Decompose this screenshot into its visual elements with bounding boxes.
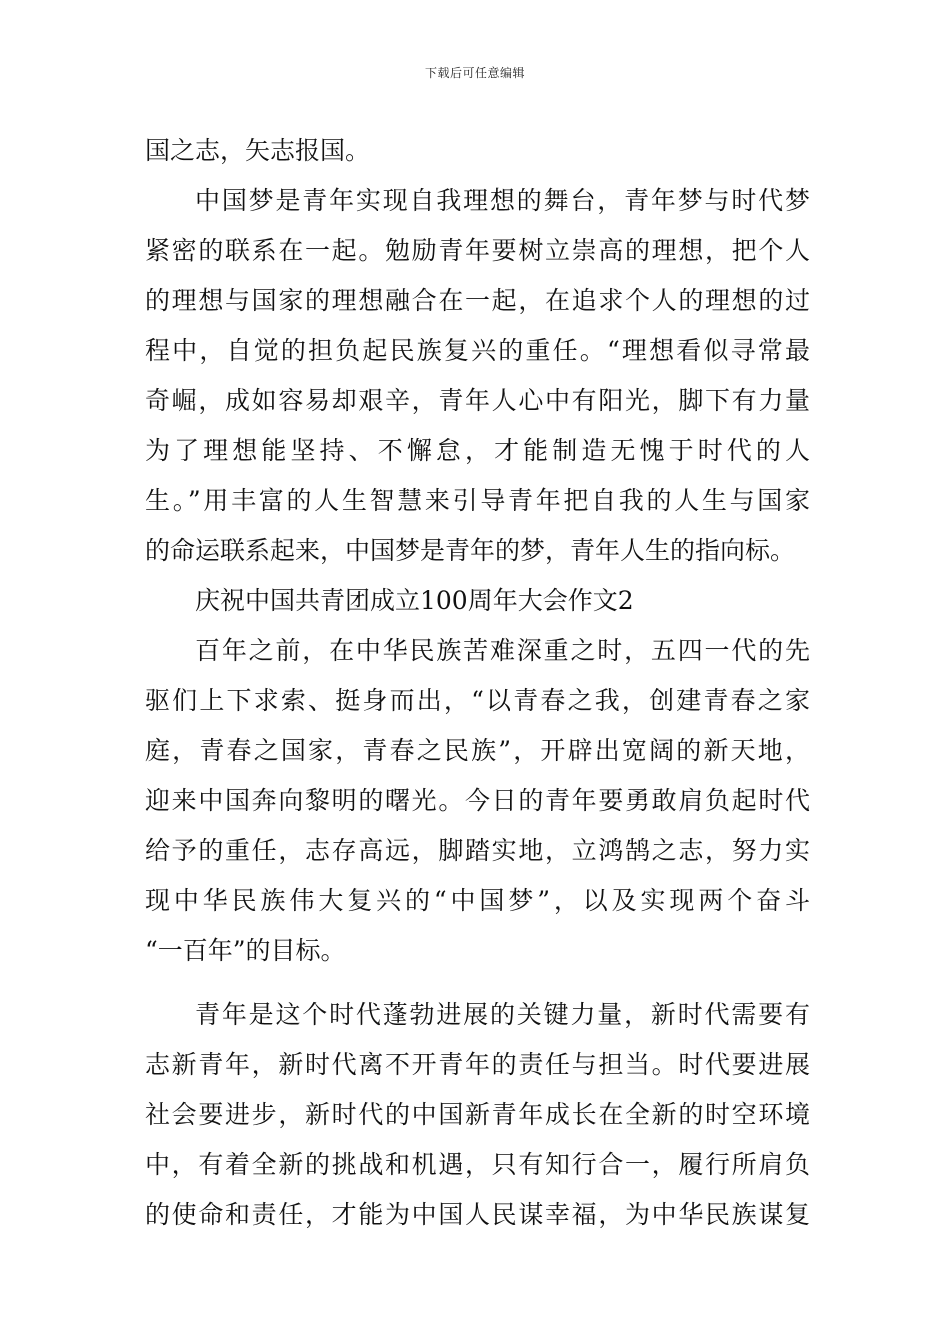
text-line: 生。”用丰富的人生智慧来引导青年把自我的人生与国家 bbox=[145, 486, 810, 515]
text-line: 奇崛，成如容易却艰辛，青年人心中有阳光，脚下有力量 bbox=[145, 386, 810, 415]
text-line: 程中，自觉的担负起民族复兴的重任。“理想看似寻常最 bbox=[145, 336, 810, 365]
paragraph-first-line: 中国梦是青年实现自我理想的舞台，青年梦与时代梦 bbox=[195, 186, 810, 215]
text-line: 的命运联系起来，中国梦是青年的梦，青年人生的指向标。 bbox=[145, 536, 796, 565]
text-line: 为了理想能坚持、不懈怠，才能制造无愧于时代的人 bbox=[145, 436, 810, 465]
text-line: 的理想与国家的理想融合在一起，在追求个人的理想的过 bbox=[145, 286, 810, 315]
text-line: 庭，青春之国家，青春之民族”，开辟出宽阔的新天地， bbox=[145, 736, 810, 765]
text-line: 迎来中国奔向黎明的曙光。今日的青年要勇敢肩负起时代 bbox=[145, 786, 810, 815]
text-line: 社会要进步，新时代的中国新青年成长在全新的时空环境 bbox=[145, 1100, 810, 1129]
paragraph-first-line: 百年之前，在中华民族苦难深重之时，五四一代的先 bbox=[195, 636, 810, 665]
text-line: 中，有着全新的挑战和机遇，只有知行合一，履行所肩负 bbox=[145, 1150, 810, 1179]
page-header: 下载后可任意编辑 bbox=[424, 66, 525, 80]
section-heading: 庆祝中国共青团成立100周年大会作文2 bbox=[195, 586, 634, 615]
text-line: 现中华民族伟大复兴的“中国梦”，以及实现两个奋斗 bbox=[145, 886, 810, 915]
paragraph-first-line: 青年是这个时代蓬勃进展的关键力量，新时代需要有 bbox=[195, 1000, 810, 1029]
text-line: “一百年”的目标。 bbox=[145, 936, 346, 965]
text-line: 志新青年，新时代离不开青年的责任与担当。时代要进展 bbox=[145, 1050, 810, 1079]
text-line: 的使命和责任，才能为中国人民谋幸福，为中华民族谋复 bbox=[145, 1200, 810, 1229]
text-line: 给予的重任，志存高远，脚踏实地，立鸿鹄之志，努力实 bbox=[145, 836, 810, 865]
text-line: 驱们上下求索、挺身而出，“以青春之我，创建青春之家 bbox=[145, 686, 810, 715]
text-line: 紧密的联系在一起。勉励青年要树立崇高的理想，把个人 bbox=[145, 236, 810, 265]
document-body bbox=[145, 126, 810, 1240]
text-line: 国之志，矢志报国。 bbox=[145, 136, 371, 165]
